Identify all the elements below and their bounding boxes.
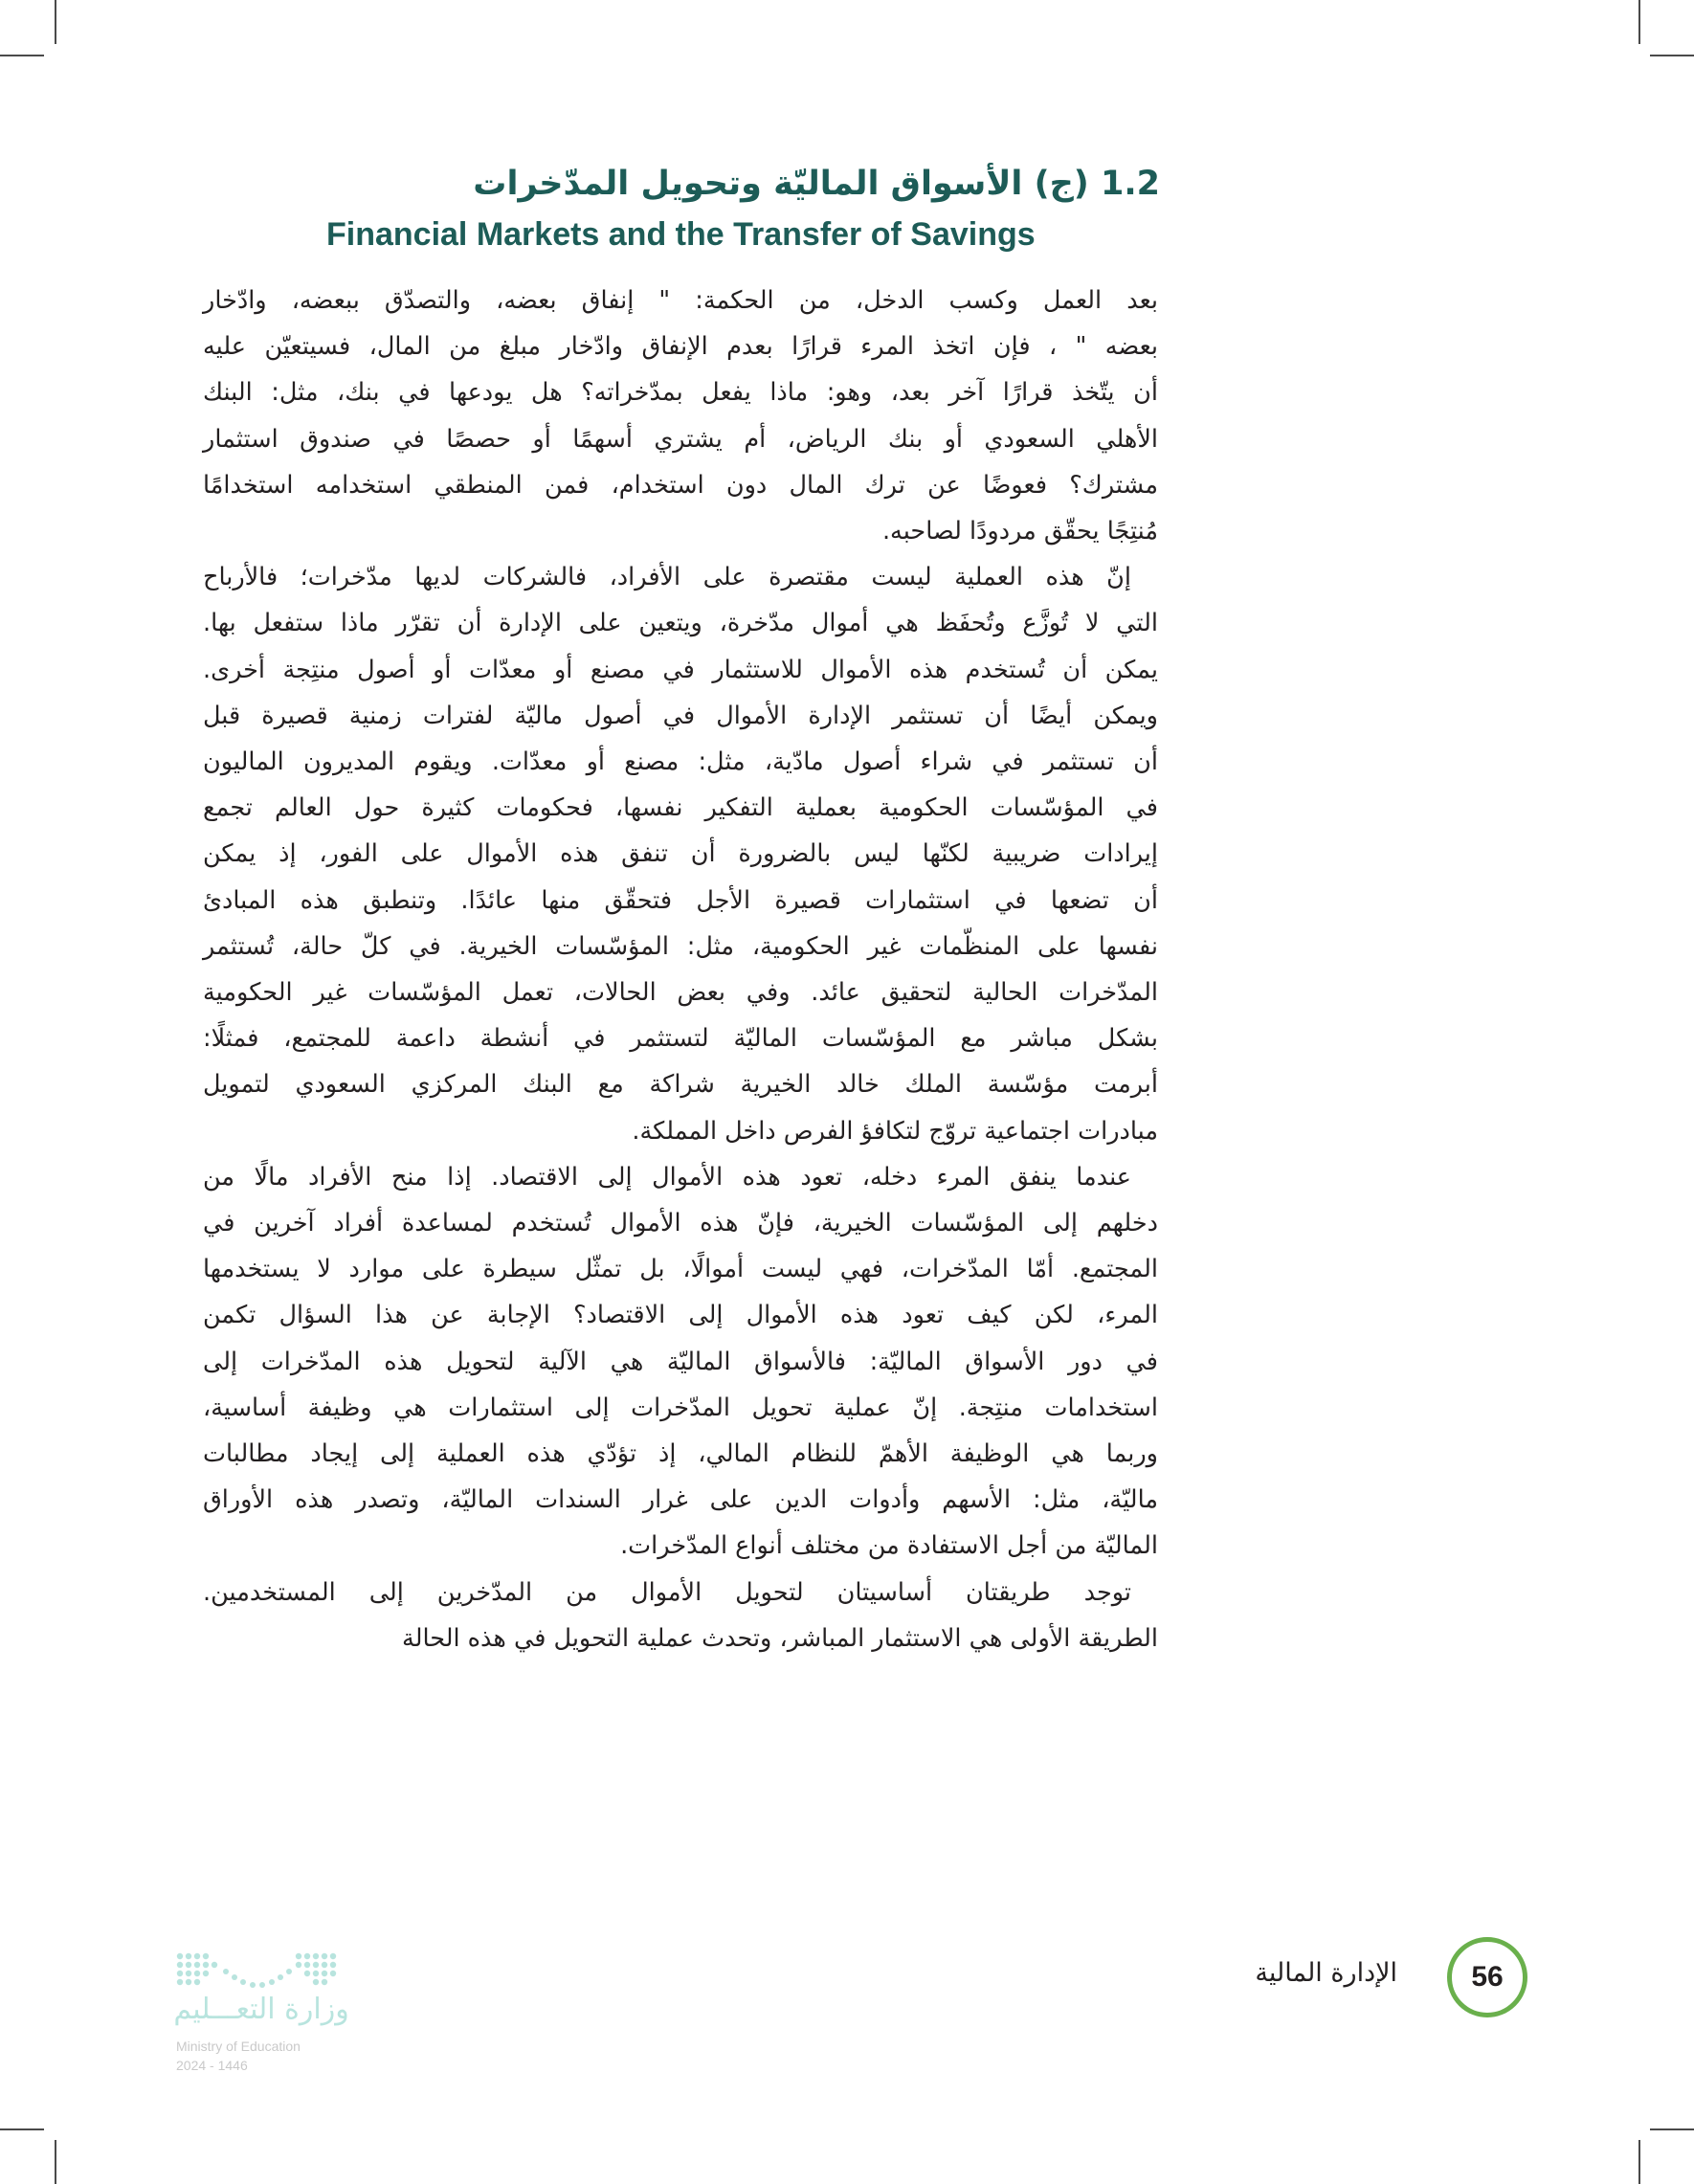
text-line: الطريقة الأولى هي الاستثمار المباشر، وتحدث عملية التحويل في هذه الحالة bbox=[402, 1623, 1158, 1653]
text-line: توجد طريقتان أساسيتان لتحويل الأموال من المدّخرين إلى المستخدمين. bbox=[203, 1577, 1131, 1607]
text-line: بعد العمل وكسب الدخل، من الحكمة: " إنفاق بعضه، والتصدّق ببعضه، وادّخار bbox=[203, 286, 1158, 315]
crop-mark bbox=[0, 2128, 44, 2130]
logo-arabic-text: وزارة التعـــليم bbox=[173, 1993, 349, 2026]
paragraph bbox=[203, 1154, 1158, 1570]
paragraph bbox=[203, 554, 1158, 1154]
text-line: مبادرات اجتماعية تروّج لتكافؤ الفرص داخل المملكة. bbox=[632, 1116, 1158, 1146]
paragraph bbox=[203, 1570, 1158, 1661]
ministry-logo bbox=[170, 1949, 352, 2121]
paragraph bbox=[203, 278, 1158, 554]
body-text bbox=[203, 278, 1158, 1661]
text-line: استخدامات منتِجة. إنّ عملية تحويل المدّخرات إلى استثمارات هي وظيفة أساسية، bbox=[203, 1393, 1158, 1422]
section-title-english: Financial Markets and the Transfer of Savings bbox=[326, 216, 1036, 253]
crop-mark bbox=[0, 55, 44, 56]
text-line: وربما هي الوظيفة الأهمّ للنظام المالي، إذ تؤدّي هذه العملية إلى إيجاد مطالبات bbox=[203, 1439, 1158, 1469]
text-line: أن تضعها في استثمارات قصيرة الأجل فتحقّق منها عائدًا. وتنطبق هذه المبادئ bbox=[203, 885, 1158, 915]
text-line: نفسها على المنظّمات غير الحكومية، مثل: المؤسّسات الخيرية. في كلّ حالة، تُستثمر bbox=[203, 931, 1158, 961]
text-line: مشترك؟ فعوضًا عن ترك المال دون استخدام، فمن المنطقي استخدامه استخدامًا bbox=[203, 470, 1158, 500]
crop-mark bbox=[55, 0, 56, 44]
page-number: 56 bbox=[1447, 1937, 1527, 2017]
text-line: في المؤسّسات الحكومية بعملية التفكير نفسها، فحكومات كثيرة حول العالم تجمع bbox=[203, 793, 1158, 823]
crop-mark bbox=[1638, 0, 1640, 44]
text-line: أن تستثمر في شراء أصول مادّية، مثل: مصنع أو معدّات. ويقوم المديرون الماليون bbox=[203, 747, 1158, 777]
text-line: بعضه " ، فإن اتخذ المرء قرارًا بعدم الإنفاق وادّخار مبلغ من المال، فسيتعيّن عليه bbox=[203, 332, 1158, 362]
text-line: يمكن أن تُستخدم هذه الأموال للاستثمار في مصنع أو معدّات أو أصول منتِجة أخرى. bbox=[203, 655, 1158, 684]
text-line: إيرادات ضريبية لكنّها ليس بالضرورة أن تنفق هذه الأموال على الفور، إذ يمكن bbox=[203, 839, 1158, 869]
text-line: دخلهم إلى المؤسّسات الخيرية، فإنّ هذه الأموال تُستخدم لمساعدة أفراد آخرين في bbox=[203, 1209, 1158, 1238]
crop-mark bbox=[1638, 2140, 1640, 2184]
text-line: الأهلي السعودي أو بنك الرياض، أم يشتري أسهمًا أو حصصًا في صندوق استثمار bbox=[203, 424, 1158, 454]
text-line: الماليّة من أجل الاستفادة من مختلف أنواع المدّخرات. bbox=[620, 1531, 1158, 1561]
text-line: في دور الأسواق الماليّة: فالأسواق الماليّة هي الآلية لتحويل هذه المدّخرات إلى bbox=[203, 1347, 1158, 1376]
text-line: التي لا تُوزَّع وتُحفَظ هي أموال مدّخرة، ويتعين على الإدارة أن تقرّر ماذا ستفعل بها. bbox=[203, 609, 1158, 638]
text-line: إنّ هذه العملية ليست مقتصرة على الأفراد، فالشركات لديها مدّخرات؛ فالأرباح bbox=[203, 563, 1131, 592]
crop-mark bbox=[1650, 2128, 1694, 2130]
logo-english-text: Ministry of Education bbox=[176, 2039, 301, 2054]
text-line: أن يتّخذ قرارًا آخر بعد، وهو: ماذا يفعل بمدّخراته؟ هل يودعها في بنك، مثل: البنك bbox=[203, 378, 1158, 408]
crop-mark bbox=[1650, 55, 1694, 56]
text-line: مُنتِجًا يحقّق مردودًا لصاحبه. bbox=[881, 517, 1158, 546]
logo-year: 2024 - 1446 bbox=[176, 2058, 248, 2073]
text-line: المدّخرات الحالية لتحقيق عائد. وفي بعض الحالات، تعمل المؤسّسات غير الحكومية bbox=[203, 978, 1158, 1008]
text-line: عندما ينفق المرء دخله، تعود هذه الأموال إلى الاقتصاد. إذا منح الأفراد مالًا من bbox=[203, 1162, 1131, 1192]
text-line: ماليّة، مثل: الأسهم وأدوات الدين على غرار السندات الماليّة، وتصدر هذه الأوراق bbox=[203, 1485, 1158, 1515]
logo-dots-icon bbox=[170, 1949, 352, 1996]
text-line: المجتمع. أمّا المدّخرات، فهي ليست أموالًا، بل تمثّل سيطرة على موارد لا يستخدمها bbox=[203, 1255, 1158, 1284]
section-title-arabic: 1.2 (ج) الأسواق الماليّة وتحويل المدّخرات bbox=[473, 165, 1160, 203]
text-line: ويمكن أيضًا أن تستثمر الإدارة الأموال في أصول ماليّة لفترات زمنية قصيرة قبل bbox=[203, 701, 1158, 730]
text-line: المرء، لكن كيف تعود هذه الأموال إلى الاقتصاد؟ الإجابة عن هذا السؤال تكمن bbox=[203, 1301, 1158, 1330]
crop-mark bbox=[55, 2140, 56, 2184]
text-line: أبرمت مؤسّسة الملك خالد الخيرية شراكة مع البنك المركزي السعودي لتمويل bbox=[203, 1070, 1158, 1100]
text-line: بشكل مباشر مع المؤسّسات الماليّة لتستثمر في أنشطة داعمة للمجتمع، فمثلًا: bbox=[203, 1024, 1158, 1054]
book-title: الإدارة المالية bbox=[1255, 1958, 1397, 1988]
